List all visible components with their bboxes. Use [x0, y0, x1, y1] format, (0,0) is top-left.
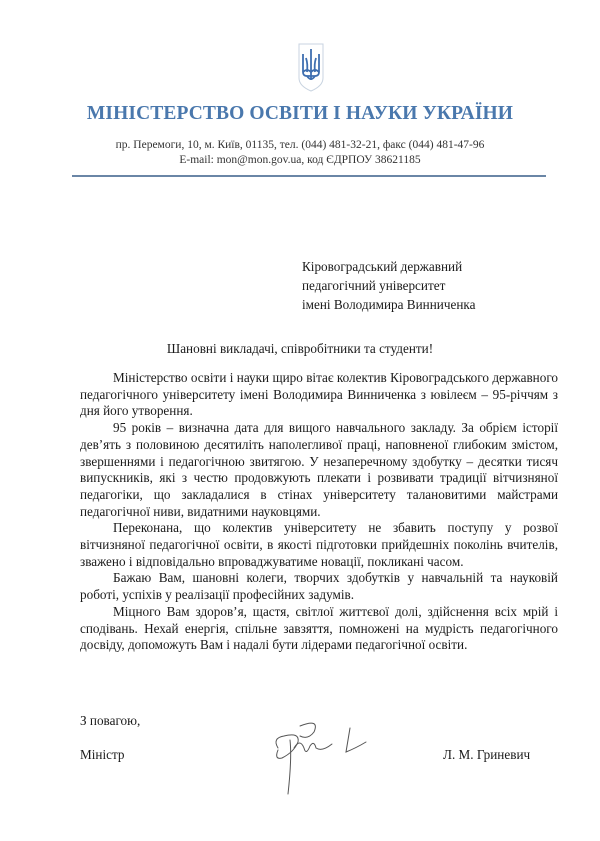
signer-name: Л. М. Гриневич	[443, 747, 531, 762]
body-paragraph: Міністерство освіти і науки щиро вітає колектив Кіровоградського державного педагогічного університету імені Володимира Винниченка з ювілеєм – 95-річчям з дня його утворення.	[80, 370, 558, 419]
ministry-email-and-code: E-mail: mon@mon.gov.ua, код ЄДРПОУ 38621185	[179, 154, 421, 166]
letter-body	[80, 370, 558, 654]
tryzub-coat-of-arms-icon	[297, 42, 325, 92]
closing-phrase: З повагою,	[80, 713, 141, 728]
body-paragraph: 95 років – визначна дата для вищого навчального закладу. За обрієм історії дев’ять з половиною десятиліть наполегливої праці, наповненої глибоким змістом, звершеннями і педагогічною звитягою. У незаперечному здобутку – десятки тисяч випускників, які з честю продовжують плекати і розвивати традиції вітчизняної педагогіки, що закладалися в стінах університету талановитими майстрами педагогічної ниви, видатними науковцями.	[80, 420, 558, 519]
addressee-line: Кіровоградський державний	[302, 259, 463, 274]
body-paragraph: Переконана, що колектив університету не збавить поступу у розвої вітчизняної педагогічної освіти, в якості підготовки прийдешніх поколінь вчителів, зважено і відповідально впроваджуватиме новації, покликані часом.	[80, 520, 558, 569]
addressee-block	[302, 257, 475, 314]
letterhead-divider	[72, 175, 546, 177]
handwritten-signature-icon	[270, 718, 380, 798]
signer-title: Міністр	[80, 747, 125, 762]
ministry-address: пр. Перемоги, 10, м. Київ, 01135, тел. (044) 481-32-21, факс (044) 481-47-96	[115, 139, 485, 151]
salutation: Шановні викладачі, співробітники та студенти!	[166, 341, 434, 356]
body-paragraph: Бажаю Вам, шановні колеги, творчих здобутків у навчальній та науковій роботі, успіхів у реалізації професійних задумів.	[80, 570, 558, 603]
body-paragraph: Міцного Вам здоров’я, щастя, світлої життєвої долі, здійснення всіх мрій і сподівань. Нехай енергія, спільне завзяття, помножені на мудрість педагогічного досвіду, допоможуть Вам і надалі бути лідерами педагогічної освіти.	[80, 603, 558, 653]
addressee-line: педагогічний університет	[302, 278, 446, 293]
ministry-name: МІНІСТЕРСТВО ОСВІТИ І НАУКИ УКРАЇНИ	[86, 103, 514, 124]
addressee-line: імені Володимира Винниченка	[302, 297, 476, 312]
